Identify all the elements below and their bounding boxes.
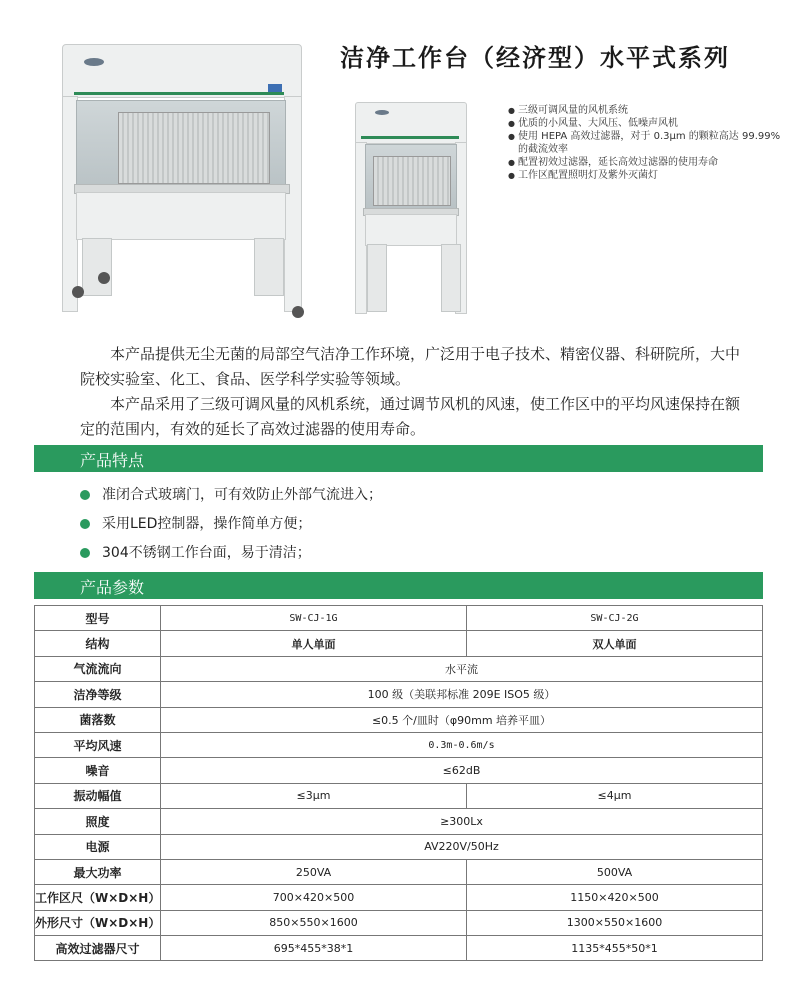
spec-value: 1300×550×1600 bbox=[467, 910, 763, 935]
bullet-dot-icon bbox=[80, 490, 90, 500]
spec-value: ≤0.5 个/皿时（φ90mm 培养平皿） bbox=[161, 707, 763, 732]
table-row bbox=[35, 732, 763, 757]
spec-label: 振动幅值 bbox=[35, 783, 161, 808]
table-row bbox=[35, 758, 763, 783]
spec-value: 单人单面 bbox=[161, 631, 467, 656]
spec-value: ≥300Lx bbox=[161, 809, 763, 834]
spec-label: 高效过滤器尺寸 bbox=[35, 936, 161, 961]
spec-value: ≤62dB bbox=[161, 758, 763, 783]
description-paragraph: 本产品采用了三级可调风量的风机系统，通过调节风机的风速，使工作区中的平均风速保持在额定的范围内，有效的延长了高效过滤器的使用寿命。 bbox=[80, 395, 741, 438]
feature-item bbox=[80, 542, 311, 562]
spec-label: 最大功率 bbox=[35, 859, 161, 884]
table-row bbox=[35, 682, 763, 707]
bullet-item: ● 三级可调风量的风机系统 bbox=[508, 104, 788, 117]
feature-text: 采用LED控制器，操作简单方便； bbox=[102, 516, 312, 532]
spec-label: 型号 bbox=[35, 606, 161, 631]
table-row bbox=[35, 834, 763, 859]
feature-item bbox=[80, 513, 311, 533]
spec-value: 1135*455*50*1 bbox=[467, 936, 763, 961]
spec-value: 250VA bbox=[161, 859, 467, 884]
feature-bullet-list bbox=[508, 104, 788, 182]
spec-value: 850×550×1600 bbox=[161, 910, 467, 935]
spec-value: 双人单面 bbox=[467, 631, 763, 656]
table-row bbox=[35, 910, 763, 935]
table-row bbox=[35, 656, 763, 681]
spec-value: 100 级（美联邦标准 209E ISO5 级） bbox=[161, 682, 763, 707]
bullet-item: ● 配置初效过滤器，延长高效过滤器的使用寿命 bbox=[508, 156, 788, 169]
spec-label: 气流流向 bbox=[35, 656, 161, 681]
bullet-dot-icon bbox=[80, 519, 90, 529]
bullet-item: ● 使用 HEPA 高效过滤器，对于 0.3μm 的颗粒高达 99.99% 的截流效率 bbox=[508, 130, 788, 156]
params-heading: 产品参数 bbox=[80, 578, 145, 597]
spec-label: 平均风速 bbox=[35, 732, 161, 757]
table-row bbox=[35, 606, 763, 631]
spec-value: 500VA bbox=[467, 859, 763, 884]
page-title: 洁净工作台（经济型）水平式系列 bbox=[340, 43, 730, 72]
description-paragraph: 本产品提供无尘无菌的局部空气洁净工作环境，广泛用于电子技术、精密仪器、科研院所，大中院校实验室、化工、食品、医学科学实验等领域。 bbox=[80, 345, 741, 388]
spec-table bbox=[34, 605, 763, 961]
spec-label: 噪音 bbox=[35, 758, 161, 783]
spec-label: 菌落数 bbox=[35, 707, 161, 732]
spec-value: SW-CJ-2G bbox=[467, 606, 763, 631]
table-row bbox=[35, 809, 763, 834]
product-image-single-workbench bbox=[355, 102, 475, 320]
table-row bbox=[35, 859, 763, 884]
feature-item bbox=[80, 484, 382, 504]
table-row bbox=[35, 783, 763, 808]
spec-value: 0.3m-0.6m/s bbox=[161, 732, 763, 757]
spec-value: AV220V/50Hz bbox=[161, 834, 763, 859]
spec-value: 695*455*38*1 bbox=[161, 936, 467, 961]
spec-value: 700×420×500 bbox=[161, 885, 467, 910]
spec-label: 洁净等级 bbox=[35, 682, 161, 707]
spec-value: SW-CJ-1G bbox=[161, 606, 467, 631]
features-heading-band bbox=[34, 445, 763, 472]
spec-label: 外形尺寸（W×D×H） bbox=[35, 910, 161, 935]
bullet-dot-icon bbox=[80, 548, 90, 558]
spec-label: 结构 bbox=[35, 631, 161, 656]
params-heading-band bbox=[34, 572, 763, 599]
spec-label: 照度 bbox=[35, 809, 161, 834]
table-row bbox=[35, 707, 763, 732]
spec-label: 工作区尺（W×D×H） bbox=[35, 885, 161, 910]
table-row bbox=[35, 936, 763, 961]
features-heading: 产品特点 bbox=[80, 451, 145, 470]
table-row bbox=[35, 885, 763, 910]
spec-value: ≤4μm bbox=[467, 783, 763, 808]
spec-value: ≤3μm bbox=[161, 783, 467, 808]
product-description bbox=[80, 342, 740, 442]
bullet-item: ● 工作区配置照明灯及紫外灭菌灯 bbox=[508, 169, 788, 182]
product-image-double-workbench bbox=[62, 44, 322, 319]
spec-value: 1150×420×500 bbox=[467, 885, 763, 910]
feature-text: 准闭合式玻璃门，可有效防止外部气流进入； bbox=[102, 487, 382, 503]
feature-text: 304不锈钢工作台面，易于清洁； bbox=[102, 545, 311, 561]
spec-value: 水平流 bbox=[161, 656, 763, 681]
spec-label: 电源 bbox=[35, 834, 161, 859]
bullet-item: ● 优质的小风量、大风压、低噪声风机 bbox=[508, 117, 788, 130]
table-row bbox=[35, 631, 763, 656]
